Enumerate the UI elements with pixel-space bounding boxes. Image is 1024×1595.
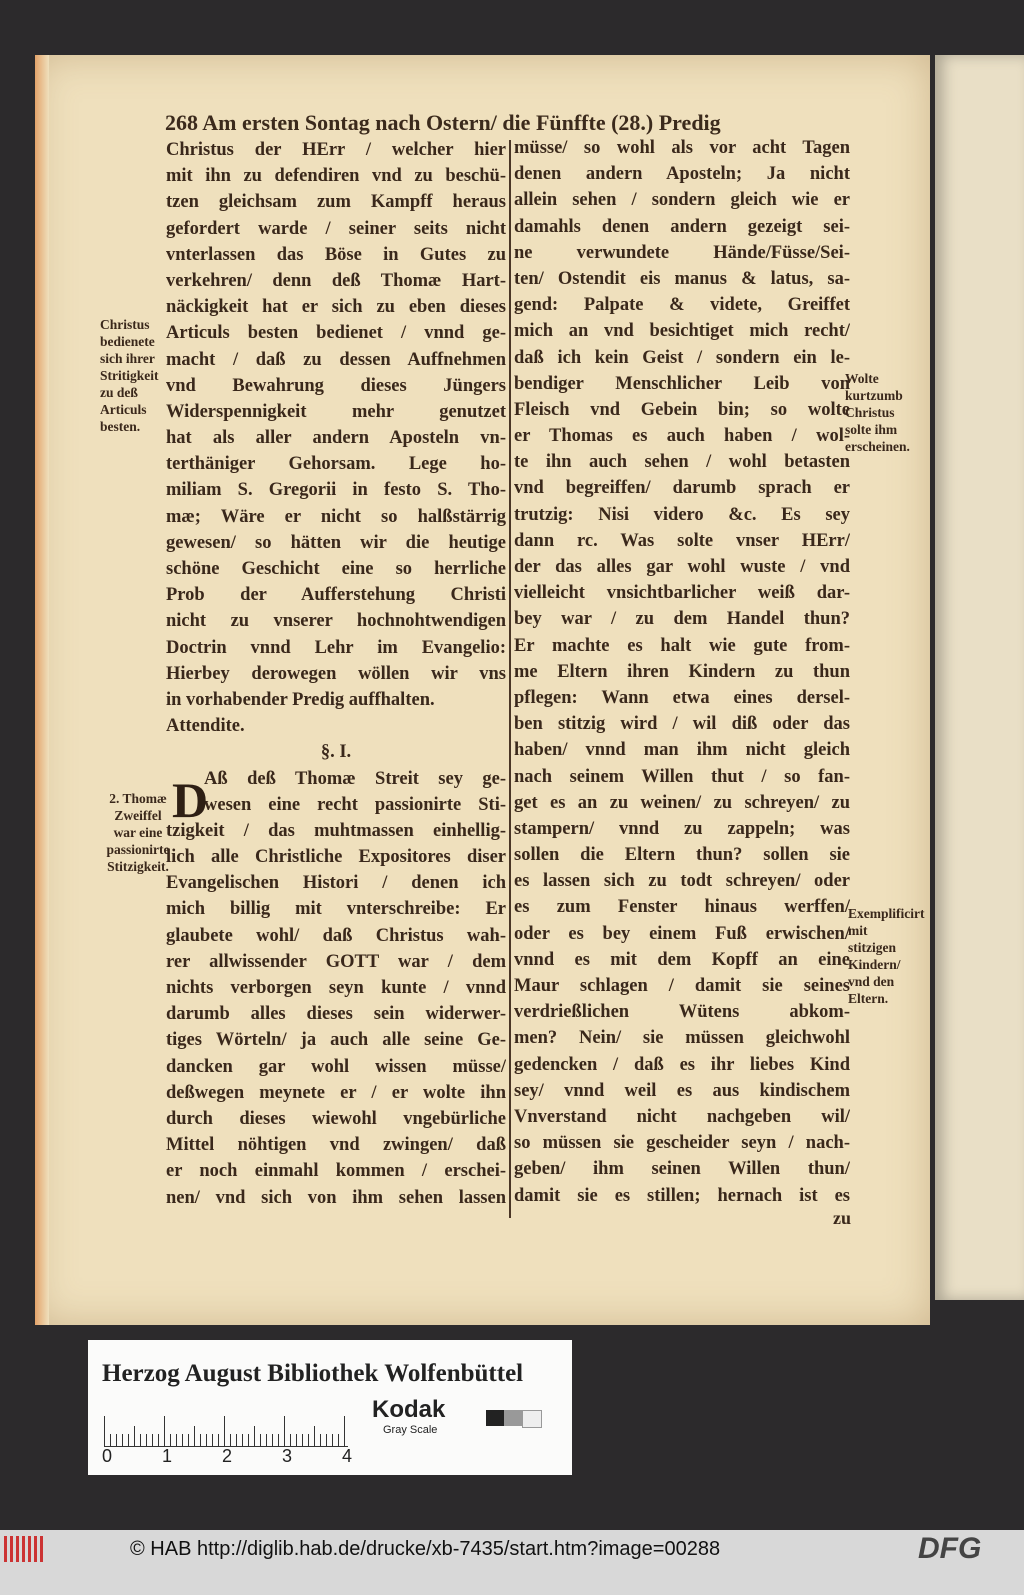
ruler-tick <box>224 1416 225 1446</box>
text-line: tzen gleichsam zum Kampff heraus <box>166 192 506 213</box>
text-line: stampern/ vnnd zu zappeln; was <box>514 818 850 839</box>
text-line: vielleicht vnsichtbarlicher weiß dar- <box>514 583 850 604</box>
text-line: pflegen: Wann etwa eines dersel- <box>514 687 850 708</box>
text-line: näckigkeit hat er sich zu eben dieses <box>166 297 506 318</box>
ruler-tick <box>254 1426 255 1446</box>
ruler-tick <box>218 1434 219 1446</box>
ruler-tick <box>116 1434 117 1446</box>
text-line: damit sie es stillen; hernach ist es <box>514 1185 850 1206</box>
left-column <box>166 137 506 1211</box>
margin-note: 2. Thomæ Zweiffel war eine passionirte Stitzigkeit. <box>106 791 170 874</box>
margin-note: Wolte kurtzumb Christus solte ihm erscheinen. <box>845 371 910 454</box>
ruler-tick <box>188 1434 189 1446</box>
text-line: me Eltern ihren Kindern zu thun <box>514 661 850 682</box>
text-line: lich alle Christliche Expositores diser <box>166 847 506 868</box>
text-line: in vorhabender Predig auffhalten. <box>166 689 435 710</box>
text-line: gend: Palpate & videte, Greiffet <box>514 295 850 316</box>
ruler-tick <box>236 1434 237 1446</box>
gray-swatch-light <box>522 1410 542 1428</box>
ruler-tick <box>110 1434 111 1446</box>
ruler-tick <box>170 1434 171 1446</box>
ruler-tick <box>134 1426 135 1446</box>
text-line: tiges Wörteln/ ja auch alle seine Ge- <box>166 1030 506 1051</box>
text-line: mit ihn zu defendiren vnd zu beschü- <box>166 166 506 187</box>
text-line: so müssen sie gescheider seyn / nach- <box>514 1133 850 1154</box>
text-line: Hierbey derowegen wöllen wir vns <box>166 663 506 684</box>
ruler-number: 4 <box>342 1446 353 1466</box>
text-line: durch dieses wiewohl vngebürliche <box>166 1108 506 1129</box>
ruler-tick <box>284 1416 285 1446</box>
ruler-number: 1 <box>162 1446 173 1466</box>
ruler-tick <box>290 1434 291 1446</box>
text-line: er noch einmahl kommen / erschei- <box>166 1161 506 1182</box>
ruler-tick <box>182 1434 183 1446</box>
ruler-tick <box>332 1434 333 1446</box>
text-line: te ihn auch sehen / wohl betasten <box>514 452 850 473</box>
text-line: Maur schlagen / damit sie seines <box>514 976 850 996</box>
text-line: nichts verborgen seyn kunte / vnnd <box>166 978 506 998</box>
text-line: tzigkeit / das muhtmassen einhellig- <box>166 820 506 841</box>
text-line: sollen die Eltern thun? sollen sie <box>514 845 850 866</box>
margin-note: Exemplificirt mit stitzigen Kindern/ vnd den Eltern. <box>848 906 925 1006</box>
ruler-number: 0 <box>102 1446 113 1466</box>
catchword: zu <box>833 1208 851 1228</box>
text-line: vnterlassen das Böse in Gutes zu <box>166 244 506 265</box>
text-line: miliam S. Gregorii in festo S. Tho- <box>166 480 506 501</box>
ruler-tick <box>206 1434 207 1446</box>
ruler-number: 3 <box>282 1446 293 1466</box>
ruler-tick <box>326 1434 327 1446</box>
dfg-logo: DFG <box>918 1532 982 1565</box>
text-line: er Thomas es auch haben / wol- <box>514 426 850 447</box>
ruler-tick <box>242 1434 243 1446</box>
ruler-tick <box>272 1434 273 1446</box>
text-line: damahls denen andern gezeigt sei- <box>514 216 850 237</box>
text-line: Prob der Aufferstehung Christi <box>166 585 506 606</box>
text-line: gedencken / daß es ihr liebes Kind <box>514 1054 850 1075</box>
adjacent-page-edge <box>935 55 1024 1300</box>
footer-bar <box>0 1530 1024 1595</box>
text-line: Doctrin vnnd Lehr im Evangelio: <box>166 637 506 658</box>
text-line: dancken gar wohl wissen müsse/ <box>166 1056 506 1077</box>
text-line: vnd Bewahrung dieses Jüngers <box>166 375 506 396</box>
ruler-tick <box>308 1434 309 1446</box>
ruler-number: 2 <box>222 1446 233 1466</box>
text-line: vnd begreiffen/ darumb sprach er <box>514 478 850 499</box>
text-line: daß ich kein Geist / sondern ein le- <box>514 347 850 368</box>
ruler-tick <box>140 1434 141 1446</box>
text-line: mich an vnd besichtiget mich recht/ <box>514 321 850 342</box>
text-line: bendiger Menschlicher Leib von <box>514 373 850 394</box>
text-line: mæ; Wäre er nicht so halßstärrig <box>166 506 506 527</box>
library-name: Herzog August Bibliothek Wolfenbüttel <box>102 1360 524 1387</box>
ruler-tick <box>152 1434 153 1446</box>
text-line: gefordert warde / seiner seits nicht <box>166 218 506 239</box>
text-line: Aß deß Thomæ Streit sey ge- <box>204 768 506 789</box>
column-divider <box>509 140 511 1218</box>
text-line: §. I. <box>320 742 352 763</box>
text-line: Christus der HErr / welcher hier <box>166 140 506 160</box>
text-line: haben/ vnnd man ihm nicht gleich <box>514 740 850 761</box>
ruler-tick <box>194 1426 195 1446</box>
ruler <box>104 1406 348 1447</box>
text-line: dann rc. Was solte vnser HErr/ <box>514 530 850 551</box>
ruler-tick <box>176 1434 177 1446</box>
ruler-tick <box>146 1434 147 1446</box>
text-line: ne verwundete Hände/Füsse/Sei- <box>514 242 850 263</box>
text-line: hat als aller andern Aposteln vn- <box>166 428 506 449</box>
ruler-tick <box>164 1416 165 1446</box>
text-line: Er machte es halt wie gute from- <box>514 635 850 656</box>
ruler-tick <box>104 1416 105 1446</box>
ruler-tick <box>230 1434 231 1446</box>
hab-logo-icon <box>4 1536 46 1562</box>
text-line: geben/ ihm seinen Willen thun/ <box>514 1159 850 1180</box>
text-line: ten/ Ostendit eis manus & latus, sa- <box>514 268 850 289</box>
ruler-tick <box>122 1434 123 1446</box>
running-title: 268 Am ersten Sontag nach Ostern/ die Fünffte (28.) Predig <box>165 110 721 135</box>
text-line: get es an zu weinen/ zu schreyen/ zu <box>514 792 850 813</box>
text-line: der das alles gar wohl wuste / vnd <box>514 557 850 577</box>
drop-cap: D <box>172 772 209 828</box>
text-line: es zum Fenster hinaus werffen/ <box>514 897 850 918</box>
text-line: ben stitzig wird / wil diß oder das <box>514 714 850 735</box>
text-line: denen andern Aposteln; Ja nicht <box>514 164 850 185</box>
text-line: bey war / zu dem Handel thun? <box>514 609 850 630</box>
text-line: nen/ vnd sich von ihm sehen lassen <box>166 1187 506 1208</box>
text-line: verkehren/ denn deß Thomæ Hart- <box>166 270 506 291</box>
text-line: Fleisch vnd Gebein bin; so wolte <box>514 399 850 420</box>
text-line: deßwegen meynete er / er wolte ihn <box>166 1082 506 1103</box>
text-line: men? Nein/ sie müssen gleichwohl <box>514 1028 850 1049</box>
text-line: Vnverstand nicht nachgeben wil/ <box>514 1106 850 1127</box>
gray-swatch-dark <box>486 1410 504 1426</box>
text-line: oder es bey einem Fuß erwischen/ <box>514 923 850 944</box>
ruler-tick <box>260 1434 261 1446</box>
text-line: gewesen/ so hätten wir die heutige <box>166 532 506 553</box>
copyright-url[interactable]: © HAB http://diglib.hab.de/drucke/xb-7435/start.htm?image=00288 <box>130 1538 721 1560</box>
ruler-tick <box>128 1434 129 1446</box>
text-line: allein sehen / sondern gleich wie er <box>514 190 850 211</box>
margin-note: Christus bedienete sich ihrer Stritigkeit zu deß Articuls besten. <box>100 317 159 434</box>
text-line: terthäniger Gehorsam. Lege ho- <box>166 454 506 475</box>
text-line: nicht zu vnserer hochnohtwendigen <box>166 611 506 632</box>
text-line: nach seinem Willen thut / so fan- <box>514 766 850 787</box>
ruler-tick <box>278 1434 279 1446</box>
right-column <box>514 135 850 1209</box>
gray-swatch-mid <box>504 1410 522 1426</box>
text-line: es lassen sich zu todt schreyen/ oder <box>514 871 850 892</box>
gray-scale-label: Gray Scale <box>383 1424 438 1436</box>
text-line: glaubete wohl/ daß Christus wah- <box>166 925 506 946</box>
ruler-tick <box>212 1434 213 1446</box>
text-line: schöne Geschicht eine so herrliche <box>166 559 506 579</box>
text-line: vnnd es mit dem Kopff an eine <box>514 949 850 970</box>
kodak-logo: Kodak <box>372 1396 446 1423</box>
text-line: Widerspennigkeit mehr genutzet <box>166 401 506 422</box>
text-line: verdrießlichen Wütens abkom- <box>514 1002 850 1023</box>
ruler-tick <box>344 1416 345 1446</box>
ruler-tick <box>338 1434 339 1446</box>
ruler-tick <box>158 1434 159 1446</box>
color-reference-card <box>88 1340 572 1475</box>
ruler-tick <box>302 1434 303 1446</box>
text-line: Articuls besten bedienet / vnnd ge- <box>166 323 506 344</box>
ruler-tick <box>320 1434 321 1446</box>
text-line: macht / daß zu dessen Auffnehmen <box>166 349 506 370</box>
ruler-tick <box>296 1434 297 1446</box>
text-line: Mittel nöhtigen vnd zwingen/ daß <box>166 1135 506 1156</box>
ruler-tick <box>248 1434 249 1446</box>
ruler-tick <box>200 1434 201 1446</box>
text-line: Evangelischen Histori / denen ich <box>166 873 506 894</box>
ruler-tick <box>314 1426 315 1446</box>
text-line: rer allwissender GOTT war / dem <box>166 951 506 972</box>
text-line: wesen eine recht passionirte Sti- <box>204 794 506 815</box>
text-line: sey/ vnnd weil es aus kindischem <box>514 1080 850 1101</box>
text-line: mich billig mit vnterschreibe: Er <box>166 899 506 920</box>
text-line: darumb alles dieses sein widerwer- <box>166 1004 506 1025</box>
ruler-tick <box>266 1434 267 1446</box>
text-line: Attendite. <box>166 716 245 737</box>
text-line: müsse/ so wohl als vor acht Tagen <box>514 138 850 158</box>
text-line: trutzig: Nisi videro &c. Es sey <box>514 504 850 525</box>
